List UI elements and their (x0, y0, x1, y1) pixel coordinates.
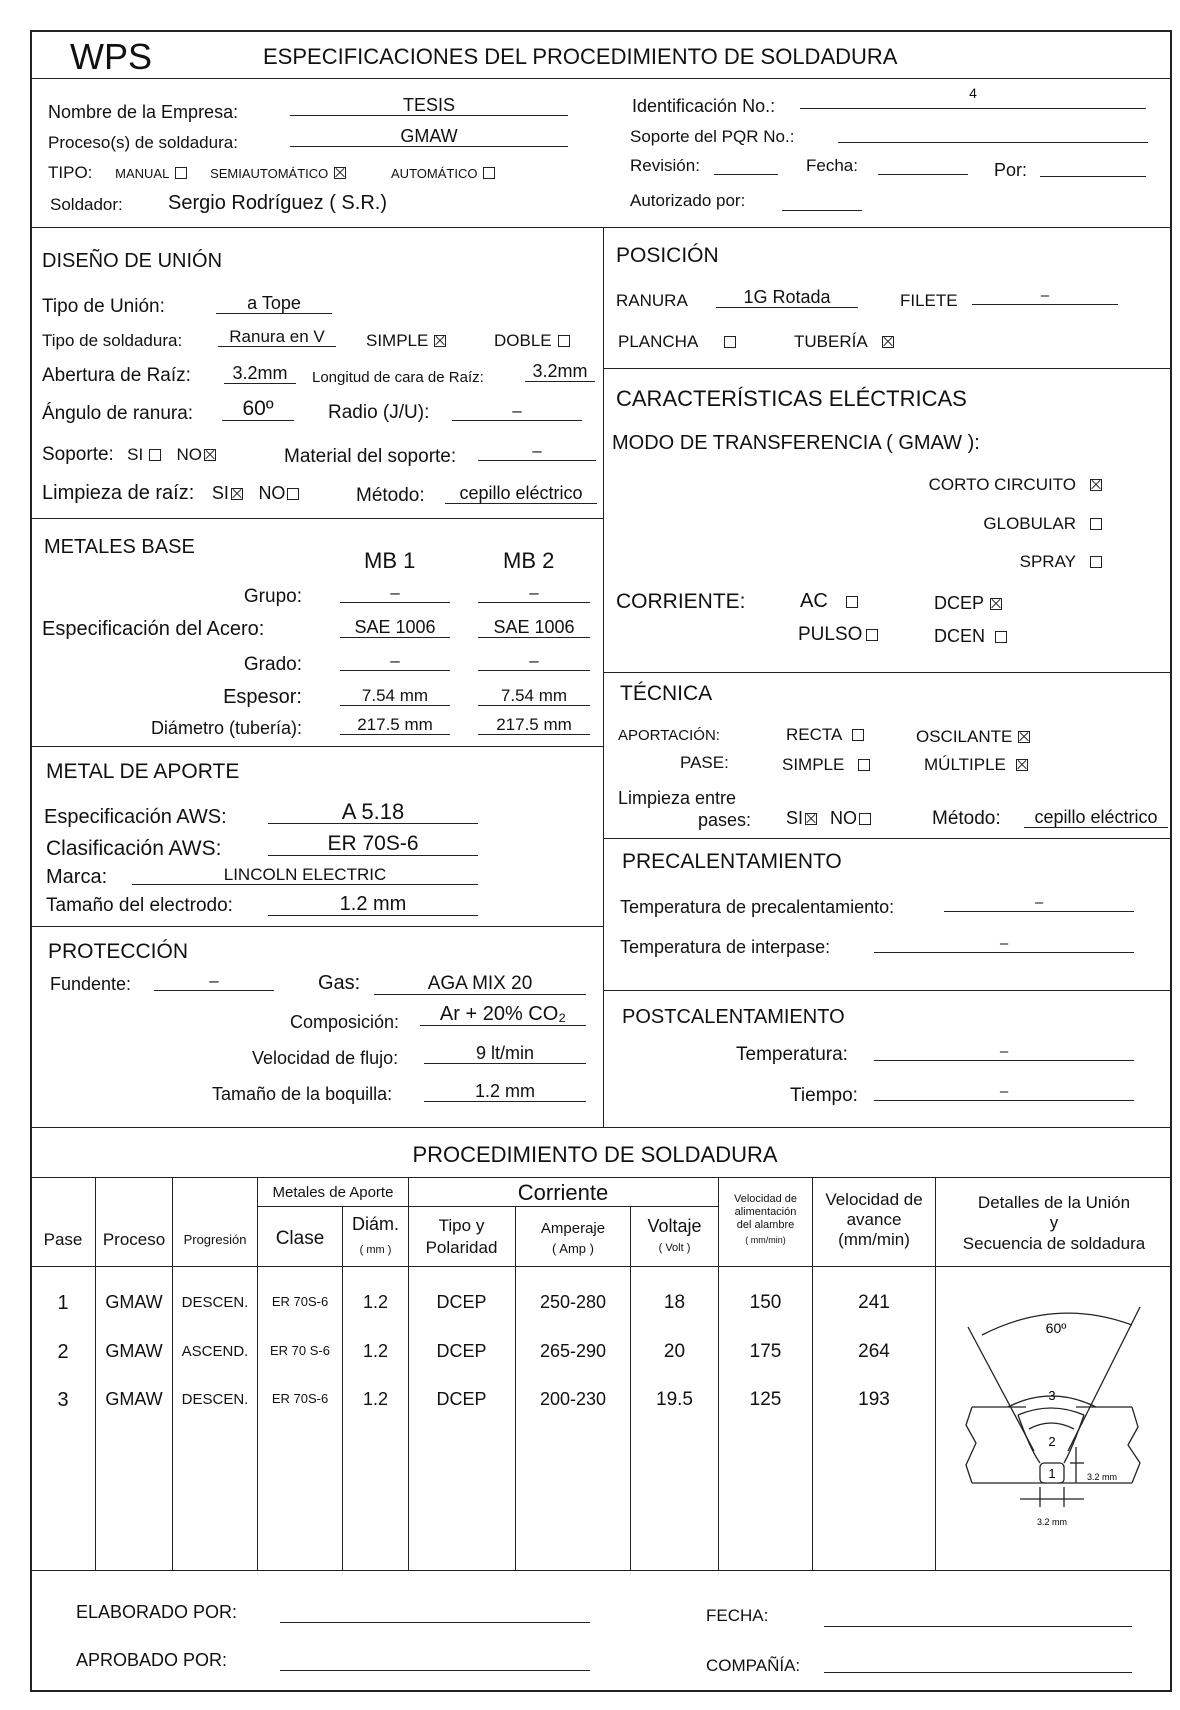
aprobado-label: APROBADO POR: (76, 1650, 228, 1670)
bead-3-bottom (1018, 1408, 1084, 1415)
marca-field[interactable]: LINCOLN ELECTRIC (132, 866, 478, 885)
tam-electrodo-field[interactable]: 1.2 mm (268, 894, 478, 916)
globular-label: GLOBULAR (983, 514, 1076, 533)
oscilante-label: OSCILANTE (916, 727, 1013, 746)
cell-proceso: GMAW (105, 1292, 163, 1312)
esp-aws-label: Especificación AWS: (44, 806, 227, 828)
cell-clase: ER 70 S-6 (270, 1343, 330, 1358)
dcep-label: DCEP (934, 593, 985, 613)
tuberia-option (794, 332, 894, 352)
cell-pase: 3 (57, 1389, 69, 1411)
divider (408, 1206, 718, 1207)
limpieza-no-checkbox[interactable] (287, 488, 299, 500)
velocidad-flujo-field[interactable]: 9 lt/min (424, 1044, 586, 1064)
modo-transferencia-label: MODO DE TRANSFERENCIA ( GMAW ): (612, 432, 980, 454)
radio-label: Radio (J/U): (328, 402, 430, 423)
empresa-label: Nombre de la Empresa: (48, 102, 239, 122)
grado-label: Grado: (243, 654, 302, 675)
tiempo-field[interactable]: – (874, 1084, 1134, 1101)
multiple-option (924, 755, 1028, 775)
semi-label: SEMIAUTOMÁTICO (210, 166, 329, 181)
corto-label: CORTO CIRCUITO (928, 475, 1076, 494)
gas-label: Gas: (318, 972, 361, 994)
diseno-title: DISEÑO DE UNIÓN (42, 250, 223, 272)
divider (603, 227, 604, 1127)
grado-mb2[interactable]: – (478, 652, 590, 671)
divider (603, 672, 1172, 673)
cell-tipo: DCEP (436, 1292, 487, 1312)
compania-field[interactable] (824, 1652, 1132, 1673)
header-pase: Pase (43, 1230, 83, 1249)
header-voltaje-unit: ( Volt ) (658, 1242, 691, 1254)
proceso-field[interactable]: GMAW (290, 127, 568, 147)
header-amperaje-unit: ( Amp ) (552, 1241, 594, 1256)
form-title: ESPECIFICACIONES DEL PROCEDIMIENTO DE SOLDADURA (263, 44, 898, 69)
cell-vav: 264 (858, 1341, 890, 1362)
break-right (1128, 1407, 1140, 1483)
header-det-line2: y (1049, 1213, 1059, 1232)
angulo-label: Ángulo de ranura: (42, 403, 194, 424)
longitud-field[interactable]: 3.2mm (525, 362, 595, 382)
ranura-field[interactable]: 1G Rotada (716, 288, 858, 308)
column-line (515, 1206, 516, 1570)
header-clase: Clase (275, 1228, 325, 1249)
cell-volt: 19.5 (656, 1389, 693, 1410)
filete-label: FILETE (900, 291, 958, 310)
fundente-label: Fundente: (50, 974, 132, 994)
sketch-angle: 60º (1045, 1320, 1067, 1336)
tiempo-label: Tiempo: (790, 1085, 858, 1106)
velocidad-flujo-label: Velocidad de flujo: (252, 1048, 399, 1068)
fundente-field[interactable]: – (154, 972, 274, 991)
sketch-pass-3: 3 (1048, 1388, 1056, 1403)
diametro-mb2[interactable]: 217.5 mm (478, 716, 590, 735)
cell-tipo: DCEP (436, 1389, 487, 1409)
tuberia-label: TUBERÍA (794, 332, 868, 351)
id-label: Identificación No.: (632, 96, 776, 116)
cell-diam: 1.2 (362, 1389, 389, 1409)
divider (603, 990, 1172, 991)
cell-volt: 18 (663, 1292, 686, 1313)
corto-checkbox[interactable] (1090, 479, 1102, 491)
aprobado-field[interactable] (280, 1650, 590, 1671)
metodo-pases-field[interactable]: cepillo eléctrico (1024, 808, 1168, 828)
gas-field[interactable]: AGA MIX 20 (374, 974, 586, 995)
cell-clase: ER 70S-6 (271, 1391, 329, 1406)
cell-valim: 150 (749, 1292, 782, 1313)
multiple-checkbox[interactable] (1016, 759, 1028, 771)
divider (30, 78, 1172, 79)
metodo-field[interactable]: cepillo eléctrico (445, 484, 597, 504)
compania-label: COMPAÑÍA: (706, 1656, 801, 1675)
cell-valim: 125 (749, 1389, 782, 1410)
break-left (966, 1407, 976, 1483)
cell-prog: DESCEN. (181, 1391, 249, 1408)
plancha-checkbox[interactable] (724, 336, 736, 348)
globular-option (983, 514, 1102, 534)
recta-label: RECTA (786, 725, 843, 744)
soporte-label: Soporte: (42, 444, 114, 465)
corriente-label: CORRIENTE: (616, 590, 746, 613)
doble-checkbox[interactable] (558, 335, 570, 347)
cell-vav: 241 (858, 1292, 890, 1313)
soporte-no-label: NO (176, 445, 202, 464)
header-detalles (936, 1190, 1172, 1256)
soldador-label: Soldador: (50, 195, 123, 214)
fecha-label: Fecha: (806, 156, 858, 175)
limpieza-no-label: NO (258, 483, 286, 503)
abertura-field[interactable]: 3.2mm (224, 364, 296, 384)
tipo-label: TIPO: (48, 163, 93, 182)
boquilla-label: Tamaño de la boquilla: (212, 1084, 393, 1104)
tecnica-title: TÉCNICA (620, 682, 713, 705)
cell-diam: 1.2 (362, 1341, 389, 1361)
limpieza-pases-si-checkbox[interactable] (805, 813, 817, 825)
temp-precal-field[interactable]: – (944, 895, 1134, 912)
pase-simple-checkbox[interactable] (858, 759, 870, 771)
cell-vav: 193 (858, 1389, 890, 1410)
auto-label: AUTOMÁTICO (391, 166, 478, 181)
precal-title: PRECALENTAMIENTO (622, 850, 842, 873)
elaborado-field[interactable] (280, 1602, 590, 1623)
divider (257, 1206, 408, 1207)
aporte-title: METAL DE APORTE (46, 760, 240, 783)
limpieza-pases-no-label: NO (830, 808, 858, 828)
limpieza-si-label: SI (211, 483, 229, 503)
boquilla-field[interactable]: 1.2 mm (424, 1082, 586, 1102)
dcen-option (934, 626, 1007, 647)
grupo-label: Grupo: (243, 586, 302, 607)
header-proceso: Proceso (102, 1230, 166, 1249)
dcep-option (934, 593, 1002, 614)
header-det-line1: Detalles de la Unión (977, 1193, 1131, 1212)
tam-electrodo-label: Tamaño del electrodo: (46, 895, 233, 916)
mb1-header: MB 1 (364, 548, 416, 573)
header-vel-avance (813, 1190, 935, 1250)
cell-valim: 175 (749, 1341, 782, 1362)
header-vel-alim-unit: ( mm/min) (745, 1235, 786, 1245)
sketch-pass-2: 2 (1048, 1434, 1056, 1449)
plancha-label: PLANCHA (618, 332, 699, 351)
divider (30, 1127, 1172, 1128)
espesor-mb2[interactable]: 7.54 mm (478, 687, 590, 706)
soporte-si-label: SI (127, 445, 144, 464)
divider (603, 368, 1172, 369)
header-vel-alimentacion (719, 1193, 812, 1247)
form-code: WPS (70, 36, 153, 77)
cell-clase: ER 70S-6 (271, 1294, 329, 1309)
dcen-label: DCEN (934, 626, 986, 646)
autorizado-label: Autorizado por: (630, 191, 746, 210)
autorizado-field[interactable] (782, 190, 862, 211)
metodo-pases-label: Método: (932, 808, 1001, 829)
espesor-mb1[interactable]: 7.54 mm (340, 687, 450, 706)
espesor-label: Espesor: (223, 686, 302, 708)
cell-proceso: GMAW (105, 1341, 163, 1361)
cell-volt: 20 (663, 1341, 686, 1362)
manual-checkbox[interactable] (175, 167, 187, 179)
header-corriente: Corriente (517, 1180, 609, 1205)
ac-label: AC (800, 590, 828, 612)
divider (30, 746, 603, 747)
header-diam-unit: ( mm ) (359, 1244, 392, 1256)
pulso-label: PULSO (798, 624, 863, 645)
cell-amp: 250-280 (539, 1292, 607, 1312)
doble-label: DOBLE (494, 331, 552, 350)
cell-tipo: DCEP (436, 1341, 487, 1361)
semi-checkbox[interactable] (334, 167, 346, 179)
globular-checkbox[interactable] (1090, 518, 1102, 530)
divider (30, 518, 603, 519)
tipo-row (48, 163, 495, 183)
divider (30, 926, 603, 927)
cell-proceso: GMAW (105, 1389, 163, 1409)
soporte-no-checkbox[interactable] (204, 449, 216, 461)
cell-pase: 1 (57, 1292, 69, 1314)
manual-label: MANUAL (115, 166, 170, 181)
tipo-sold-field[interactable]: Ranura en V (218, 328, 336, 347)
cell-prog: ASCEND. (181, 1343, 249, 1360)
especificacion-label: Especificación del Acero: (42, 618, 265, 640)
temp-postcal-label: Temperatura: (736, 1044, 848, 1065)
dcep-checkbox[interactable] (990, 598, 1002, 610)
limpieza-pases-label-2: pases: (698, 810, 752, 830)
divider (30, 1177, 1172, 1178)
spray-label: SPRAY (1019, 552, 1076, 571)
temp-precal-label: Temperatura de precalentamiento: (620, 897, 895, 917)
pulso-checkbox[interactable] (866, 629, 878, 641)
sketch-dim-1: 3.2 mm (1086, 1472, 1118, 1482)
bead-2-top (1029, 1423, 1074, 1429)
limpieza-pases-no-checkbox[interactable] (859, 813, 871, 825)
pqr-field[interactable] (838, 124, 1148, 143)
grupo-mb2[interactable]: – (478, 584, 590, 603)
temp-postcal-field[interactable]: – (874, 1044, 1134, 1061)
header-det-line3: Secuencia de soldadura (962, 1234, 1146, 1253)
proceso-label: Proceso(s) de soldadura: (48, 133, 238, 152)
limpieza-pases-label-1: Limpieza entre (618, 788, 737, 808)
plancha-option (618, 332, 736, 352)
soporte-si-checkbox[interactable] (149, 449, 161, 461)
esp-aws-field[interactable]: A 5.18 (268, 800, 478, 824)
elaborado-label: ELABORADO POR: (76, 1602, 238, 1622)
simple-label: SIMPLE (366, 331, 429, 350)
angulo-field[interactable]: 60º (222, 398, 294, 421)
fecha-field[interactable] (878, 154, 968, 175)
oscilante-checkbox[interactable] (1018, 731, 1030, 743)
header-polaridad: Polaridad (425, 1238, 498, 1257)
header-diam: Diám. (351, 1214, 399, 1234)
mb2-header: MB 2 (503, 548, 555, 573)
divider (30, 1570, 1172, 1571)
sketch-dim-2: 3.2 mm (1036, 1517, 1068, 1527)
pqr-label: Soporte del PQR No.: (630, 127, 795, 146)
ac-checkbox[interactable] (846, 596, 858, 608)
tipo-union-field[interactable]: a Tope (216, 294, 332, 314)
header-voltaje: Voltaje (647, 1216, 702, 1236)
id-field[interactable]: 4 (800, 86, 1146, 109)
cell-prog: DESCEN. (181, 1294, 249, 1311)
ac-option (800, 590, 858, 613)
simple-checkbox[interactable] (434, 335, 446, 347)
footer-fecha-field[interactable] (824, 1606, 1132, 1627)
tipo-sold-label: Tipo de soldadura: (42, 331, 183, 350)
grupo-mb1[interactable]: – (340, 584, 450, 603)
pase-label: PASE: (680, 753, 729, 772)
composicion-label: Composición: (290, 1012, 400, 1032)
divider (30, 227, 1172, 228)
proteccion-title: PROTECCIÓN (48, 940, 189, 963)
abertura-label: Abertura de Raíz: (42, 365, 191, 386)
cell-pase: 2 (57, 1341, 69, 1363)
marca-label: Marca: (46, 866, 108, 888)
cell-amp: 265-290 (539, 1341, 607, 1361)
diametro-label: Diámetro (tubería): (150, 718, 302, 738)
limpieza-pases-si-label: SI (786, 808, 804, 828)
posicion-title: POSICIÓN (616, 244, 719, 267)
material-label: Material del soporte: (284, 446, 457, 467)
metales-title: METALES BASE (44, 536, 195, 558)
aportacion-label: APORTACIÓN: (618, 727, 720, 744)
dcen-checkbox[interactable] (995, 631, 1007, 643)
material-field[interactable]: – (478, 442, 596, 461)
por-label: Por: (994, 160, 1028, 180)
header-vel-av-line2: avance (846, 1210, 902, 1229)
sketch-pass-1: 1 (1048, 1466, 1056, 1481)
diametro-mb1[interactable]: 217.5 mm (340, 716, 450, 735)
header-vel-alim-line1: Velocidad de (734, 1193, 797, 1205)
temp-interpase-label: Temperatura de interpase: (620, 937, 831, 957)
corto-option (929, 475, 1102, 495)
footer-fecha-label: FECHA: (706, 1606, 769, 1625)
limpieza-pases-options (786, 808, 871, 829)
filete-field[interactable]: – (972, 288, 1118, 305)
especificacion-mb1[interactable]: SAE 1006 (340, 618, 450, 638)
composicion-field[interactable]: Ar + 20% CO₂ (420, 1004, 586, 1026)
pase-simple-option (782, 755, 870, 775)
multiple-label: MÚLTIPLE (924, 755, 1006, 774)
column-line (630, 1206, 631, 1570)
clas-aws-label: Clasificación AWS: (46, 837, 222, 860)
ranura-label: RANURA (616, 291, 688, 310)
pulso-option (798, 624, 878, 646)
tipo-union-label: Tipo de Unión: (42, 296, 165, 317)
grado-mb1[interactable]: – (340, 652, 450, 671)
temp-interpase-field[interactable]: – (874, 936, 1134, 953)
doble-option (494, 331, 570, 351)
recta-option (786, 725, 864, 745)
recta-checkbox[interactable] (852, 729, 864, 741)
column-line (342, 1206, 343, 1570)
header-metales-aporte: Metales de Aporte (272, 1184, 394, 1201)
soldador-value: Sergio Rodríguez ( S.R.) (168, 192, 387, 214)
divider (603, 838, 1172, 839)
especificacion-mb2[interactable]: SAE 1006 (478, 618, 590, 638)
header-progresion: Progresión (183, 1232, 247, 1247)
oscilante-option (916, 727, 1030, 747)
spray-option (1020, 552, 1102, 572)
header-vel-alim-line2: alimentación (734, 1206, 797, 1218)
tuberia-checkbox[interactable] (882, 336, 894, 348)
joint-sketch (936, 1267, 1172, 1570)
spray-checkbox[interactable] (1090, 556, 1102, 568)
header-vel-av-line1: Velocidad de (825, 1190, 923, 1209)
limpieza-si-checkbox[interactable] (231, 488, 243, 500)
procedimiento-title: PROCEDIMIENTO DE SOLDADURA (412, 1142, 778, 1167)
cell-diam: 1.2 (362, 1292, 389, 1312)
simple-option (366, 331, 446, 351)
radio-field[interactable]: – (452, 402, 582, 421)
clas-aws-field[interactable]: ER 70S-6 (268, 833, 478, 856)
cell-amp: 200-230 (539, 1389, 607, 1409)
por-field[interactable] (1040, 156, 1146, 177)
auto-checkbox[interactable] (483, 167, 495, 179)
electricas-title: CARACTERÍSTICAS ELÉCTRICAS (616, 386, 967, 411)
header-amperaje: Amperaje (540, 1220, 606, 1237)
header-tipo: Tipo y (438, 1216, 485, 1235)
revision-field[interactable] (714, 154, 778, 175)
limpieza-row (42, 482, 299, 505)
revision-label: Revisión: (630, 156, 700, 175)
pase-simple-label: SIMPLE (782, 755, 845, 774)
header-vel-alim-line3: del alambre (736, 1219, 795, 1231)
soporte-row (42, 444, 216, 466)
header-vel-av-line3: (mm/min) (838, 1230, 910, 1249)
longitud-label: Longitud de cara de Raíz: (312, 369, 484, 386)
empresa-field[interactable]: TESIS (290, 96, 568, 116)
postcal-title: POSTCALENTAMIENTO (622, 1006, 845, 1028)
metodo-label: Método: (356, 485, 425, 506)
limpieza-label: Limpieza de raíz: (42, 482, 195, 504)
